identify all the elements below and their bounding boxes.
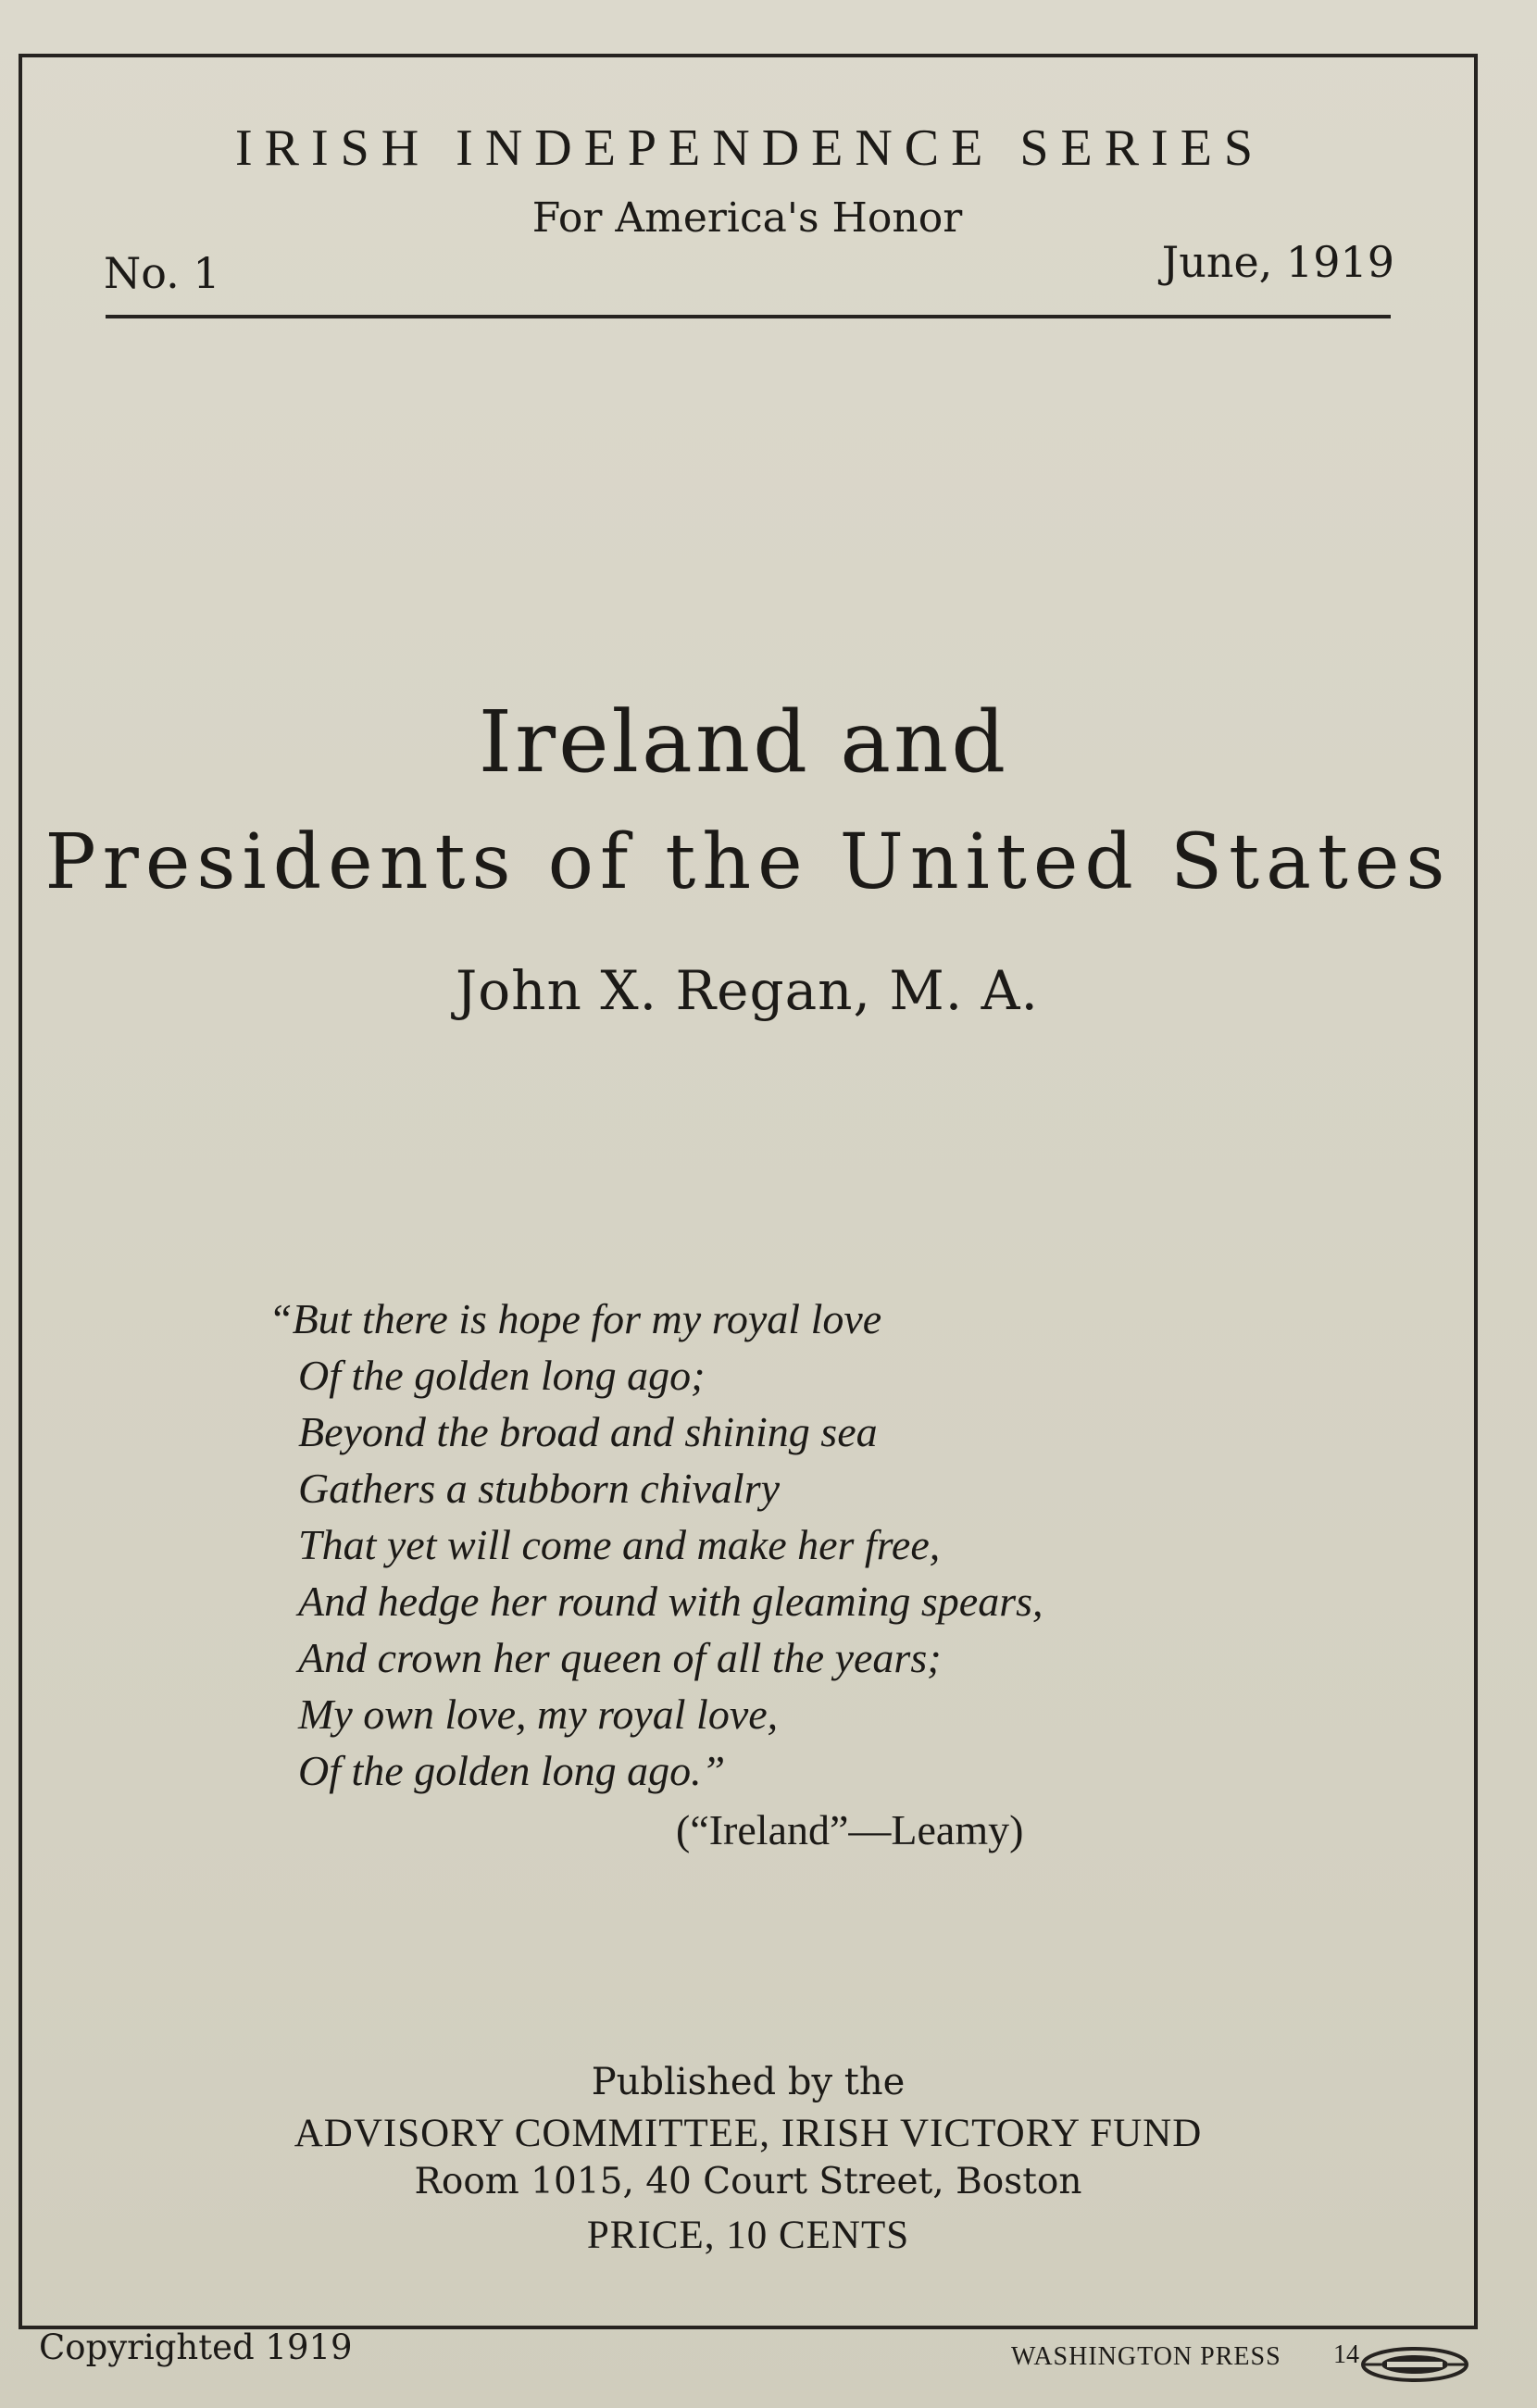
printer-number: 14 bbox=[1333, 2340, 1359, 2369]
poem-line: That yet will come and make her free, bbox=[298, 1521, 941, 1568]
series-title: IRISH INDEPENDENCE SERIES bbox=[234, 119, 1266, 177]
union-label-icon bbox=[1359, 2344, 1470, 2385]
page-border bbox=[19, 54, 1478, 2329]
publisher-label: Published by the bbox=[591, 2061, 906, 2103]
document-title-line-2: Presidents of the United States bbox=[44, 818, 1452, 906]
author-name: John X. Regan, M. A. bbox=[456, 959, 1039, 1022]
document-title-line-1: Ireland and bbox=[478, 692, 1009, 792]
copyright-notice: Copyrighted 1919 bbox=[39, 2327, 353, 2367]
publisher-address: Room 1015, 40 Court Street, Boston bbox=[414, 2161, 1082, 2202]
publisher-organization: ADVISORY COMMITTEE, IRISH VICTORY FUND bbox=[294, 2112, 1203, 2155]
poem-attribution: (“Ireland”—Leamy) bbox=[676, 1806, 1024, 1853]
poem-line: Of the golden long ago.” bbox=[298, 1747, 726, 1794]
issue-number: No. 1 bbox=[104, 248, 220, 298]
poem-line: Of the golden long ago; bbox=[298, 1352, 706, 1399]
poem-line: “But there is hope for my royal love bbox=[269, 1295, 882, 1342]
issue-date: June, 1919 bbox=[1161, 237, 1394, 287]
price-label: PRICE, 10 CENTS bbox=[586, 2214, 910, 2257]
header-divider bbox=[106, 315, 1391, 318]
poem-line: My own love, my royal love, bbox=[298, 1691, 779, 1738]
poem-line: And hedge her round with gleaming spears, bbox=[298, 1578, 1043, 1625]
printer-name: WASHINGTON PRESS bbox=[1011, 2342, 1281, 2371]
series-subtitle: For America's Honor bbox=[531, 194, 963, 242]
epigraph-poem bbox=[269, 1291, 1043, 1799]
poem-line: Gathers a stubborn chivalry bbox=[298, 1465, 781, 1512]
poem-line: Beyond the broad and shining sea bbox=[298, 1408, 878, 1455]
poem-line: And crown her queen of all the years; bbox=[298, 1634, 942, 1681]
